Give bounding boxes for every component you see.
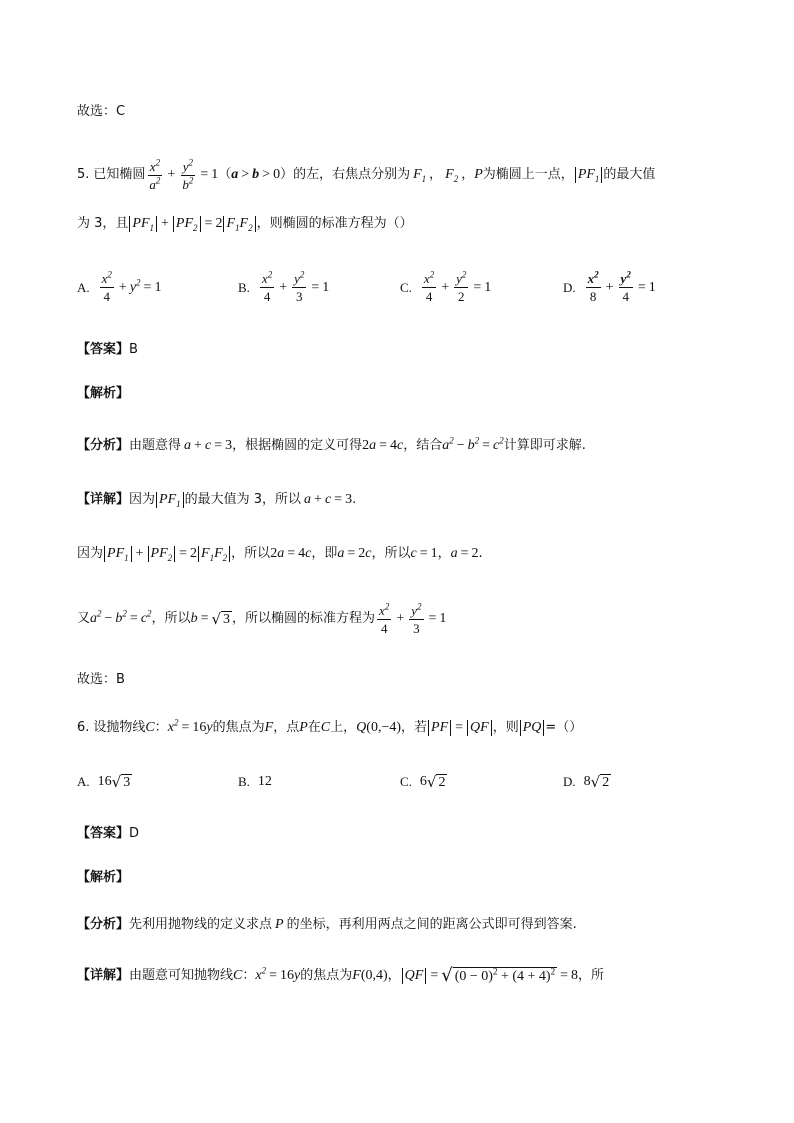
q6-answer-line: 【答案】 D [77,824,744,844]
q5-analysis-line: 【解析】 [77,386,130,401]
q6-number: 6. [77,720,90,735]
q6-option-a[interactable]: A. 16 √ 3 [77,773,131,791]
q5-conclusion: 故选：B [77,672,125,687]
q5-option-d[interactable]: D. $\frac{x^2}{8}$ + $\frac{y^2}{4}$ = 1 [563,269,656,304]
q5-detail-line3: 又 $a^2$ − $b^2$ = $c^2$ ，所以 b = √ 3 ，所以椭圆的标准方程为 $\frac{x^2}{4}$ + $\frac{y^2}{3}$ = 1 [77,601,447,636]
math-frac: $\frac{y^2}{b^2}$ [182,157,194,192]
q6-stem-line: 6. 设抛物线 C ： $x^2$ = 16 y 的焦点为 F ，点 P 在 C 上， Q (0,−4) ，若 PF = QF ，则 PQ =（） [77,718,744,738]
q5-stem-line2: 为 3，且 $PF_1$ + $PF_2$ = 2 $F_1F_2$ ，则椭圆的标准方程为（） [77,216,413,233]
q6-option-c[interactable]: C. 6 √ 2 [400,773,446,791]
q6-answer: D [129,826,140,841]
q5-conclusion-line [77,670,744,690]
q5-answer: B [129,342,138,357]
q5-fenxi-line: 【分析】 由题意得 a + c = 3 ，根据椭圆的定义可得 2 a = 4 c ，结合 $a^2$ − $b^2$ = $c^2$ 计算即可求解. [77,435,586,453]
q6-analysis-line: 【解析】 [77,870,130,885]
q5-detail-line2: 因为 $PF_1$ + $PF_2$ = 2 $F_1F_2$ ，所以 2 a = 4 c ，即 a = 2 c ，所以 c = 1 ， a = 2 . [77,546,483,563]
q5-detail-line1: 【详解】 因为 $PF_1$ 的最大值为 3，所以 a + c = 3 . [77,492,357,509]
q6-detail-line: 【详解】 由题意可知抛物线 C ： $x^2$ = 16 y 的焦点为 F (0,4) ， QF = √ $(0 - 0)^2 + (4 + 4)^2$ = 8 ，所 [77,965,604,986]
prev-answer-line [77,102,744,122]
q5-option-c[interactable]: C. $\frac{x^2}{4}$ + $\frac{y^2}{2}$ = 1 [400,269,492,304]
q5-option-b[interactable]: B. $\frac{x^2}{4}$ + $\frac{y^2}{3}$ = 1 [238,269,330,304]
q6-fenxi-line: 【分析】 先利用抛物线的定义求点 P 的坐标，再利用两点之间的距离公式即可得到答案. [77,917,577,932]
math-frac: $\frac{x^2}{a^2}$ [149,157,161,192]
q6-option-d[interactable]: D. 8 √ 2 [563,773,610,791]
q6-option-b[interactable]: B. 12 [238,774,272,789]
q5-stem-line1: 5. 已知椭圆 $\frac{x^2}{a^2}$ + $\frac{y^2}{b^2}$ = 1 （ a > b > 0 ）的左，右焦点分别为 $F_1$ ， $F_2$ ， P 为椭圆上一点， $PF_1$ 的最大值 [77,157,656,192]
q5-answer-line: 【答案】 B [77,340,744,360]
prev-answer: 故选：C [77,104,126,119]
q5-option-a[interactable]: A. $\frac{x^2}{4}$ + $y^2$ = 1 [77,269,162,304]
q5-number: 5. [77,167,90,182]
